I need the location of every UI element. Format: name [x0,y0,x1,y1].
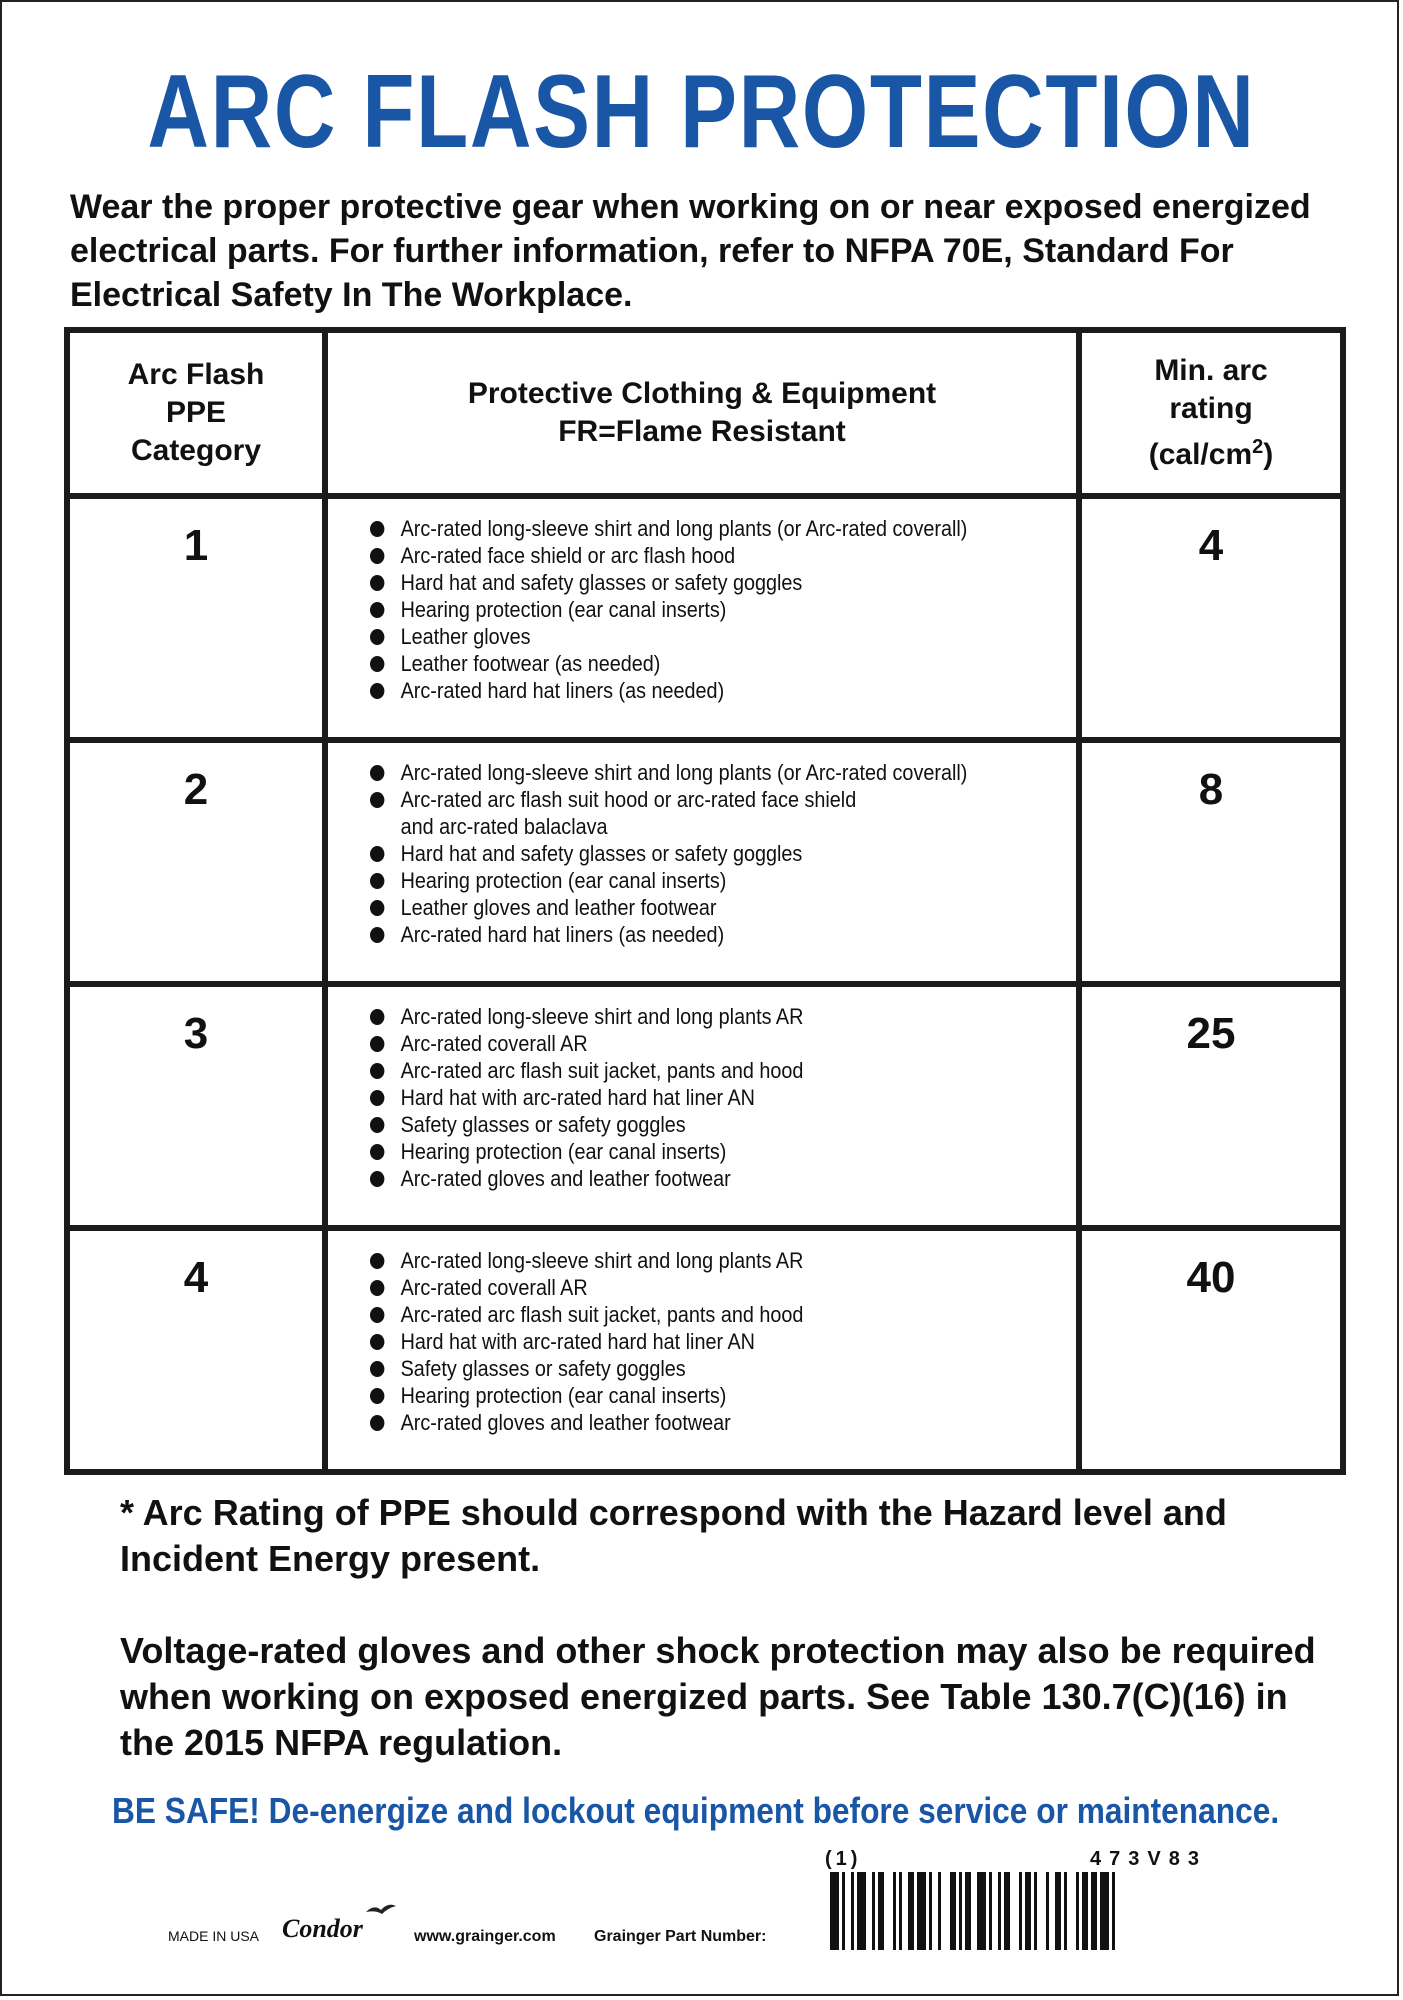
list-item [370,921,1005,948]
list-item-text: Hearing protection (ear canal inserts) [400,868,727,893]
bullet-icon [370,521,384,537]
list-item-text: Hearing protection (ear canal inserts) [400,1383,727,1408]
bullet-icon [370,602,384,618]
barcode-bar [929,1872,932,1950]
bullet-icon [370,1280,384,1296]
header-rating-line: Min. arc [1154,354,1268,387]
bullet-icon [370,1009,384,1025]
header-rating-superscript: 2 [1252,436,1264,458]
bullet-icon [370,792,384,808]
barcode-bar [851,1872,854,1950]
barcode-bar [857,1872,866,1950]
equipment-list [370,1247,1076,1436]
list-item [370,813,1005,840]
bullet-icon [370,1090,384,1106]
barcode-bar [1091,1872,1097,1950]
list-item [370,677,1005,704]
list-item [370,515,1005,542]
bullet-icon [370,1415,384,1431]
rating-cell: 4 [1079,496,1343,740]
barcode-bar [899,1872,902,1950]
list-item [370,1165,1005,1192]
list-item-text: Hard hat with arc-rated hard hat liner AN [400,1085,755,1110]
barcode-bar [977,1872,986,1950]
list-item-text: Arc-rated face shield or arc flash hood [400,543,736,568]
list-item-text: Arc-rated long-sleeve shirt and long plants (or Arc-rated coverall) [400,760,968,785]
bullet-icon [370,656,384,672]
list-item-text: Arc-rated long-sleeve shirt and long plants AR [400,1248,804,1273]
category-cell: 3 [67,984,325,1228]
list-item-text: Arc-rated gloves and leather footwear [400,1166,731,1191]
list-item-text: and arc-rated balaclava [400,814,608,839]
header-category-line: Arc Flash [127,358,265,391]
barcode-bar [1034,1872,1037,1950]
table-row [67,496,1343,740]
list-item-text: Arc-rated arc flash suit hood or arc-rated face shield [400,787,857,812]
part-number: 473V83 [1090,1848,1207,1870]
bullet-icon [370,846,384,862]
barcode-bar [893,1872,896,1950]
header-category-line: Category [130,434,262,467]
bullet-icon [370,873,384,889]
header-equipment [325,330,1079,496]
barcode-bar [1019,1872,1022,1950]
list-item [370,867,1005,894]
page-title: ARC FLASH PROTECTION [147,54,1256,170]
part-number-label: Grainger Part Number: [594,1928,767,1945]
list-item [370,840,1005,867]
list-item [370,1030,1005,1057]
list-item-text: Hard hat with arc-rated hard hat liner AN [400,1329,755,1354]
header-equipment-line: Protective Clothing & Equipment [467,377,937,410]
ppe-table [64,327,1346,1475]
list-item [370,1138,1005,1165]
quantity-label: (1) [825,1848,862,1870]
list-item-text: Arc-rated long-sleeve shirt and long plants AR [400,1004,804,1029]
barcode-bar [989,1872,992,1950]
list-item-text: Arc-rated arc flash suit jacket, pants and hood [400,1058,804,1083]
barcode-bar [938,1872,941,1950]
equipment-cell [325,740,1079,984]
list-item-text: Arc-rated hard hat liners (as needed) [400,678,725,703]
bullet-icon [370,1117,384,1133]
bullet-icon [370,765,384,781]
bullet-icon [370,1253,384,1269]
category-cell: 1 [67,496,325,740]
table-row [67,1228,1343,1472]
barcode-bar [1046,1872,1049,1950]
barcode-bar [1055,1872,1061,1950]
barcode-bar [959,1872,962,1950]
list-item [370,650,1005,677]
table-header-row [67,330,1343,496]
list-item-text: Safety glasses or safety goggles [400,1112,686,1137]
list-item [370,1247,1005,1274]
barcode-bar [965,1872,971,1950]
rating-cell: 40 [1079,1228,1343,1472]
bullet-icon [370,575,384,591]
list-item-text: Hard hat and safety glasses or safety goggles [400,570,803,595]
bullet-icon [370,1361,384,1377]
rating-cell: 25 [1079,984,1343,1228]
list-item [370,1084,1005,1111]
bullet-icon [370,1063,384,1079]
bullet-icon [370,1388,384,1404]
barcode-bar [1100,1872,1109,1950]
equipment-cell [325,1228,1079,1472]
header-category-line: PPE [165,396,227,429]
barcode-bar [998,1872,1001,1950]
category-cell: 4 [67,1228,325,1472]
table-row [67,984,1343,1228]
list-item-text: Leather gloves and leather footwear [400,895,717,920]
header-rating-line [1082,428,1340,474]
list-item [370,542,1005,569]
barcode-bar [1004,1872,1010,1950]
header-category [67,330,325,496]
barcode-bar [1112,1872,1115,1950]
list-item [370,786,1005,813]
header-equipment-line: FR=Flame Resistant [558,415,846,448]
list-item-text: Arc-rated long-sleeve shirt and long plants (or Arc-rated coverall) [400,516,968,541]
website-text: www.grainger.com [414,1928,556,1945]
barcode [830,1872,1230,1950]
bullet-icon [370,1171,384,1187]
list-item-text: Arc-rated coverall AR [400,1031,588,1056]
bullet-icon [370,683,384,699]
made-in-usa: MADE IN USA [168,1928,260,1944]
list-item [370,1382,1005,1409]
list-item [370,596,1005,623]
list-item [370,623,1005,650]
header-rating [1079,330,1343,496]
list-item [370,1003,1005,1030]
condor-logo: Condor [282,1914,363,1943]
list-item-text: Hard hat and safety glasses or safety goggles [400,841,803,866]
list-item-text: Arc-rated hard hat liners (as needed) [400,922,725,947]
bullet-icon [370,1036,384,1052]
list-item-text: Arc-rated gloves and leather footwear [400,1410,731,1435]
barcode-bar [908,1872,914,1950]
bullet-icon [370,927,384,943]
barcode-bar [830,1872,839,1950]
bullet-icon [370,629,384,645]
shock-protection-note: Voltage-rated gloves and other shock protection may also be required when working on exposed energized parts. See Table 130.7(C)(16) in the 2015 NFPA regulation. [120,1630,1316,1763]
barcode-bar [842,1872,845,1950]
list-item-text: Leather gloves [400,624,531,649]
barcode-bar [917,1872,926,1950]
list-item-text: Arc-rated arc flash suit jacket, pants and hood [400,1302,804,1327]
barcode-bar [1025,1872,1031,1950]
rating-cell: 8 [1079,740,1343,984]
equipment-list [370,759,1076,948]
bullet-icon [370,1307,384,1323]
bullet-icon [370,1334,384,1350]
bullet-icon [370,900,384,916]
list-item-text: Hearing protection (ear canal inserts) [400,597,727,622]
equipment-cell [325,496,1079,740]
equipment-cell [325,984,1079,1228]
barcode-bar [1082,1872,1088,1950]
bullet-icon [370,548,384,564]
list-item [370,1301,1005,1328]
be-safe-notice: BE SAFE! De-energize and lockout equipment before service or maintenance. [112,1790,1280,1831]
list-item-text: Hearing protection (ear canal inserts) [400,1139,727,1164]
list-item-text: Leather footwear (as needed) [400,651,661,676]
equipment-list [370,515,1076,704]
table-row [67,740,1343,984]
barcode-bar [878,1872,884,1950]
bird-icon [366,1902,396,1920]
barcode-bar [872,1872,875,1950]
header-rating-close: ) [1263,438,1274,471]
barcode-bar [1076,1872,1079,1950]
list-item [370,1274,1005,1301]
barcode-bar [950,1872,956,1950]
list-item [370,759,1005,786]
list-item-text: Arc-rated coverall AR [400,1275,588,1300]
category-cell: 2 [67,740,325,984]
list-item [370,1057,1005,1084]
bullet-icon [370,1144,384,1160]
equipment-list [370,1003,1076,1192]
list-item [370,569,1005,596]
list-item-text: Safety glasses or safety goggles [400,1356,686,1381]
list-item [370,894,1005,921]
intro-text: Wear the proper protective gear when working on or near exposed energized electrical parts. For further information, refer to NFPA 70E, Standard For Electrical Safety In The Workplace. [70,188,1311,314]
list-item [370,1409,1005,1436]
arc-rating-note: * Arc Rating of PPE should correspond with the Hazard level and Incident Energy present. [120,1492,1227,1579]
header-rating-line: rating [1169,392,1253,425]
list-item [370,1111,1005,1138]
list-item [370,1355,1005,1382]
header-rating-unit: (cal/cm [1148,438,1253,471]
barcode-bar [1064,1872,1067,1950]
list-item [370,1328,1005,1355]
